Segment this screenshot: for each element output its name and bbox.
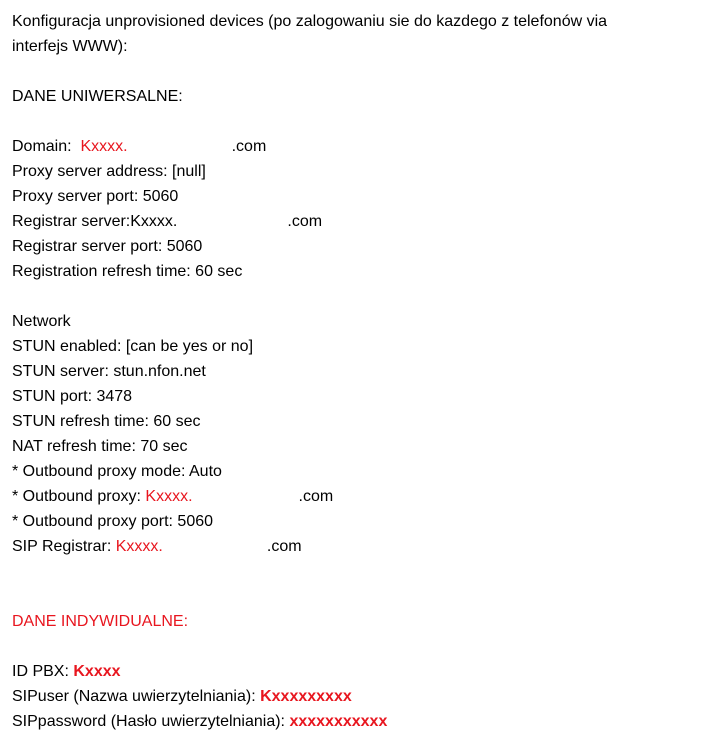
network-heading: Network — [12, 313, 71, 330]
sip-registrar-label: SIP Registrar: — [12, 538, 116, 555]
sipuser-row — [12, 687, 352, 707]
individual-heading: DANE INDYWIDUALNE: — [12, 613, 189, 630]
sip-registrar-row — [12, 537, 302, 557]
sipuser-label: SIPuser (Nazwa uwierzytelniania): — [12, 688, 261, 705]
outbound-proxy-row — [12, 487, 333, 507]
sippassword-label: SIPpassword (Hasło uwierzytelniania): — [12, 713, 290, 730]
stun-server: STUN server: stun.nfon.net — [12, 363, 206, 380]
domain-label: Domain: — [12, 138, 77, 155]
stun-refresh: STUN refresh time: 60 sec — [12, 413, 201, 430]
id-pbx-row — [12, 662, 121, 682]
id-pbx-value: Kxxxx — [73, 663, 121, 680]
intro-line-2: interfejs WWW): — [12, 38, 128, 55]
sipuser-value: Kxxxxxxxxx — [260, 688, 352, 705]
registrar-server-value: Kxxxx. — [130, 213, 178, 230]
proxy-port: Proxy server port: 5060 — [12, 188, 179, 205]
stun-enabled: STUN enabled: [can be yes or no] — [12, 338, 254, 355]
sippassword-row — [12, 712, 387, 732]
registrar-port: Registrar server port: 5060 — [12, 238, 203, 255]
nat-refresh: NAT refresh time: 70 sec — [12, 438, 188, 455]
intro-line-1: Konfiguracja unprovisioned devices (po zalogowaniu sie do kazdego z telefonów via — [12, 13, 608, 30]
registrar-server-row — [12, 212, 322, 232]
id-pbx-label: ID PBX: — [12, 663, 74, 680]
sip-registrar-suffix: .com — [266, 538, 302, 555]
domain-suffix: .com — [231, 138, 267, 155]
outbound-proxy-suffix: .com — [298, 488, 334, 505]
outbound-proxy-label: * Outbound proxy: — [12, 488, 146, 505]
proxy-address: Proxy server address: [null] — [12, 163, 206, 180]
registration-refresh: Registration refresh time: 60 sec — [12, 263, 243, 280]
sip-registrar-value: Kxxxx. — [115, 538, 163, 555]
outbound-proxy-value: Kxxxx. — [145, 488, 193, 505]
universal-heading: DANE UNIWERSALNE: — [12, 88, 183, 105]
domain-row — [12, 137, 266, 157]
registrar-server-suffix: .com — [287, 213, 323, 230]
outbound-mode: * Outbound proxy mode: Auto — [12, 463, 222, 480]
registrar-server-label: Registrar server: — [12, 213, 131, 230]
stun-port: STUN port: 3478 — [12, 388, 133, 405]
domain-value: Kxxxx. — [80, 138, 128, 155]
outbound-port: * Outbound proxy port: 5060 — [12, 513, 214, 530]
sippassword-value: xxxxxxxxxxx — [289, 713, 388, 730]
